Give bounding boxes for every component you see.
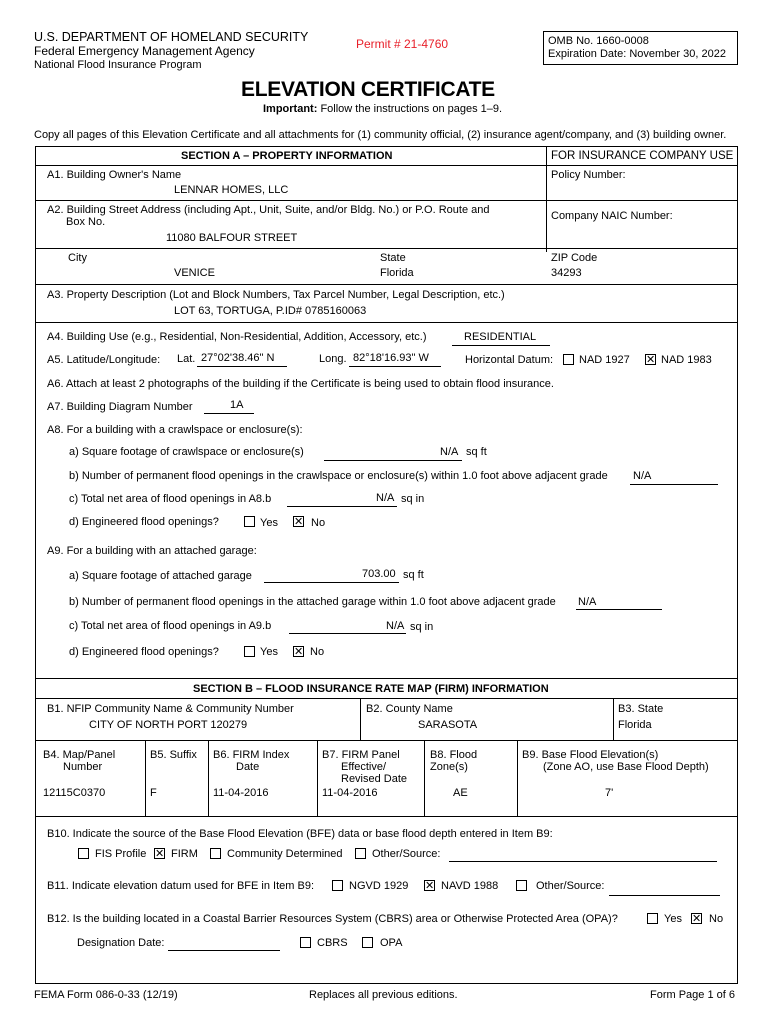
b4-label-2: Number	[63, 761, 103, 773]
a9d-no-checkbox[interactable]: ✕	[294, 645, 304, 658]
longitude-value[interactable]: 82°18'16.93" W	[353, 352, 429, 364]
a9c-label: c) Total net area of flood openings in A9.b	[69, 620, 272, 632]
a7-diagram-number[interactable]: 1A	[230, 399, 244, 411]
city-label: City	[68, 252, 87, 264]
a8d-no-checkbox[interactable]: ✕	[294, 515, 304, 528]
b4-label-1: B4. Map/Panel	[43, 749, 116, 761]
b11-other-label: Other/Source:	[536, 880, 605, 892]
b11-label: B11. Indicate elevation datum used for BFE in Item B9:	[47, 880, 314, 892]
b7-label-3: Revised Date	[341, 773, 408, 785]
opa-checkbox[interactable]	[362, 937, 373, 948]
b10-label: B10. Indicate the source of the Base Flood Elevation (BFE) data or base flood depth entered in Item B9:	[47, 828, 553, 840]
nad1927-checkbox[interactable]	[563, 354, 574, 365]
a9a-label: a) Square footage of attached garage	[69, 570, 252, 582]
b10-other-label: Other/Source:	[372, 848, 441, 860]
a9c-value[interactable]: N/A	[386, 620, 405, 632]
a9-label: A9. For a building with an attached garage:	[47, 545, 257, 557]
a8d-label: d) Engineered flood openings?	[69, 516, 219, 528]
designation-date-field[interactable]	[168, 950, 280, 951]
permit-number: Permit # 21-4760	[356, 37, 449, 51]
navd1988-label: NAVD 1988	[441, 880, 499, 892]
a2-label-line1: A2. Building Street Address (including Apt., Unit, Suite, and/or Bldg. No.) or P.O. Route and	[47, 204, 490, 216]
b7-label-2: Effective/	[341, 761, 387, 773]
zip-value[interactable]: 34293	[551, 267, 582, 279]
a3-property-description[interactable]: LOT 63, TORTUGA, P.ID# 0785160063	[174, 305, 367, 317]
city-value[interactable]: VENICE	[174, 267, 215, 279]
horizontal-datum-label: Horizontal Datum:	[465, 354, 554, 366]
a1-owner-name[interactable]: LENNAR HOMES, LLC	[174, 184, 289, 196]
a7-label: A7. Building Diagram Number	[47, 401, 193, 413]
b8-flood-zone[interactable]: AE	[453, 787, 468, 799]
b11-other-checkbox[interactable]	[516, 880, 527, 891]
a8d-yes-checkbox[interactable]	[244, 516, 255, 527]
fis-profile-checkbox[interactable]	[78, 848, 89, 859]
agency-line-1: U.S. DEPARTMENT OF HOMELAND SECURITY	[34, 30, 309, 44]
nad1927-label: NAD 1927	[579, 354, 630, 366]
omb-box	[543, 31, 738, 65]
nad1983-checkbox[interactable]: ✕	[646, 353, 656, 366]
a8c-label: c) Total net area of flood openings in A8.b	[69, 493, 272, 505]
b2-label: B2. County Name	[366, 703, 453, 715]
important-label: Important:	[263, 103, 318, 115]
b9-base-flood-elevation[interactable]: 7'	[605, 787, 614, 799]
a9d-yes-label: Yes	[260, 646, 278, 658]
a8b-value[interactable]: N/A	[633, 470, 652, 482]
opa-label: OPA	[380, 937, 403, 949]
state-value[interactable]: Florida	[380, 267, 414, 279]
navd1988-checkbox[interactable]: ✕	[425, 879, 435, 892]
a8a-unit: sq ft	[466, 446, 487, 458]
community-determined-label: Community Determined	[227, 848, 343, 860]
cbrs-label: CBRS	[317, 937, 348, 949]
b12-label: B12. Is the building located in a Coastal Barrier Resources System (CBRS) area or Otherwise Protected Area (OPA)?	[47, 913, 618, 925]
a8c-unit: sq in	[401, 493, 425, 505]
lat-label: Lat.	[177, 353, 196, 365]
a9d-no-label: No	[310, 646, 325, 658]
b11-other-field[interactable]	[609, 895, 720, 896]
section-a-title: SECTION A – PROPERTY INFORMATION	[181, 150, 393, 162]
b5-suffix[interactable]: F	[150, 787, 157, 799]
expiration-date: Expiration Date: November 30, 2022	[548, 48, 726, 60]
b3-label: B3. State	[618, 703, 664, 715]
b8-label-2: Zone(s)	[430, 761, 468, 773]
a9b-value[interactable]: N/A	[578, 596, 597, 608]
b4-map-panel[interactable]: 12115C0370	[43, 787, 106, 799]
b7-firm-panel-date[interactable]: 11-04-2016	[322, 787, 378, 799]
b9-label-2: (Zone AO, use Base Flood Depth)	[543, 761, 709, 773]
b6-firm-index-date[interactable]: 11-04-2016	[213, 787, 269, 799]
a4-building-use[interactable]: RESIDENTIAL	[464, 331, 537, 343]
nad1983-label: NAD 1983	[661, 354, 712, 366]
b3-state[interactable]: Florida	[618, 719, 652, 731]
cbrs-checkbox[interactable]	[300, 937, 311, 948]
replaces-note: Replaces all previous editions.	[309, 989, 458, 1001]
omb-number: OMB No. 1660-0008	[548, 35, 649, 47]
a1-label: A1. Building Owner's Name	[47, 169, 182, 181]
b6-label-1: B6. FIRM Index	[213, 749, 290, 761]
a5-label: A5. Latitude/Longitude:	[47, 354, 161, 366]
b1-community[interactable]: CITY OF NORTH PORT 120279	[89, 719, 248, 731]
b2-county[interactable]: SARASOTA	[418, 719, 478, 731]
page-title: ELEVATION CERTIFICATE	[241, 78, 495, 101]
a8a-value[interactable]: N/A	[440, 446, 459, 458]
community-determined-checkbox[interactable]	[210, 848, 221, 859]
important-note	[263, 103, 502, 115]
copy-note: Copy all pages of this Elevation Certificate and all attachments for (1) community official, (2) insurance agent/company, and (3) building owner.	[34, 129, 727, 141]
a8a-label: a) Square footage of crawlspace or enclosure(s)	[69, 446, 304, 458]
b12-yes-label: Yes	[664, 913, 682, 925]
a2-street-address[interactable]: 11080 BALFOUR STREET	[166, 232, 298, 244]
b10-other-checkbox[interactable]	[355, 848, 366, 859]
a8-label: A8. For a building with a crawlspace or enclosure(s):	[47, 424, 303, 436]
b8-label-1: B8. Flood	[430, 749, 478, 761]
a9d-label: d) Engineered flood openings?	[69, 646, 219, 658]
page-number: Form Page 1 of 6	[650, 989, 735, 1001]
ngvd1929-label: NGVD 1929	[349, 880, 409, 892]
fis-profile-label: FIS Profile	[95, 848, 147, 860]
important-text: Follow the instructions on pages 1–9.	[320, 103, 503, 115]
agency-line-3: National Flood Insurance Program	[34, 59, 202, 71]
firm-checkbox[interactable]: ✕	[155, 847, 165, 860]
a4-label: A4. Building Use (e.g., Residential, Non-Residential, Addition, Accessory, etc.)	[47, 331, 427, 343]
agency-line-2: Federal Emergency Management Agency	[34, 44, 255, 58]
a3-label: A3. Property Description (Lot and Block Numbers, Tax Parcel Number, Legal Description, etc.)	[47, 289, 505, 301]
a9c-unit: sq in	[410, 621, 434, 633]
firm-label: FIRM	[171, 848, 198, 860]
b1-label: B1. NFIP Community Name & Community Number	[47, 703, 294, 715]
b5-label: B5. Suffix	[150, 749, 197, 761]
a9d-yes-checkbox[interactable]	[244, 646, 255, 657]
b12-no-label: No	[709, 913, 724, 925]
a9a-value[interactable]: 703.00	[362, 568, 396, 580]
section-b-title: SECTION B – FLOOD INSURANCE RATE MAP (FIRM) INFORMATION	[193, 683, 549, 695]
b7-label-1: B7. FIRM Panel	[322, 749, 400, 761]
long-label: Long.	[319, 353, 347, 365]
b12-yes-checkbox[interactable]	[647, 913, 658, 924]
insurance-use-heading: FOR INSURANCE COMPANY USE	[551, 150, 734, 162]
a9a-unit: sq ft	[403, 569, 424, 581]
b12-no-checkbox[interactable]: ✕	[692, 912, 702, 925]
a9b-label: b) Number of permanent flood openings in the attached garage within 1.0 foot above adjacent grade	[69, 596, 556, 608]
state-label: State	[380, 252, 406, 264]
a8b-label: b) Number of permanent flood openings in the crawlspace or enclosure(s) within 1.0 foot above adjacent grade	[69, 470, 608, 482]
b9-label-1: B9. Base Flood Elevation(s)	[522, 749, 659, 761]
designation-date-label: Designation Date:	[77, 937, 165, 949]
a6-text: A6. Attach at least 2 photographs of the building if the Certificate is being used to obtain flood insurance.	[47, 378, 554, 390]
a8d-yes-label: Yes	[260, 517, 278, 529]
a2-label-line2: Box No.	[66, 216, 106, 228]
ngvd1929-checkbox[interactable]	[332, 880, 343, 891]
zip-label: ZIP Code	[551, 252, 598, 264]
a8d-no-label: No	[311, 517, 326, 529]
form-number: FEMA Form 086-0-33 (12/19)	[34, 989, 178, 1001]
naic-label: Company NAIC Number:	[551, 210, 673, 222]
b10-other-field[interactable]	[449, 861, 717, 862]
policy-number-label: Policy Number:	[551, 169, 626, 181]
b6-label-2: Date	[236, 761, 260, 773]
latitude-value[interactable]: 27°02'38.46" N	[201, 352, 275, 364]
a8c-value[interactable]: N/A	[376, 492, 395, 504]
